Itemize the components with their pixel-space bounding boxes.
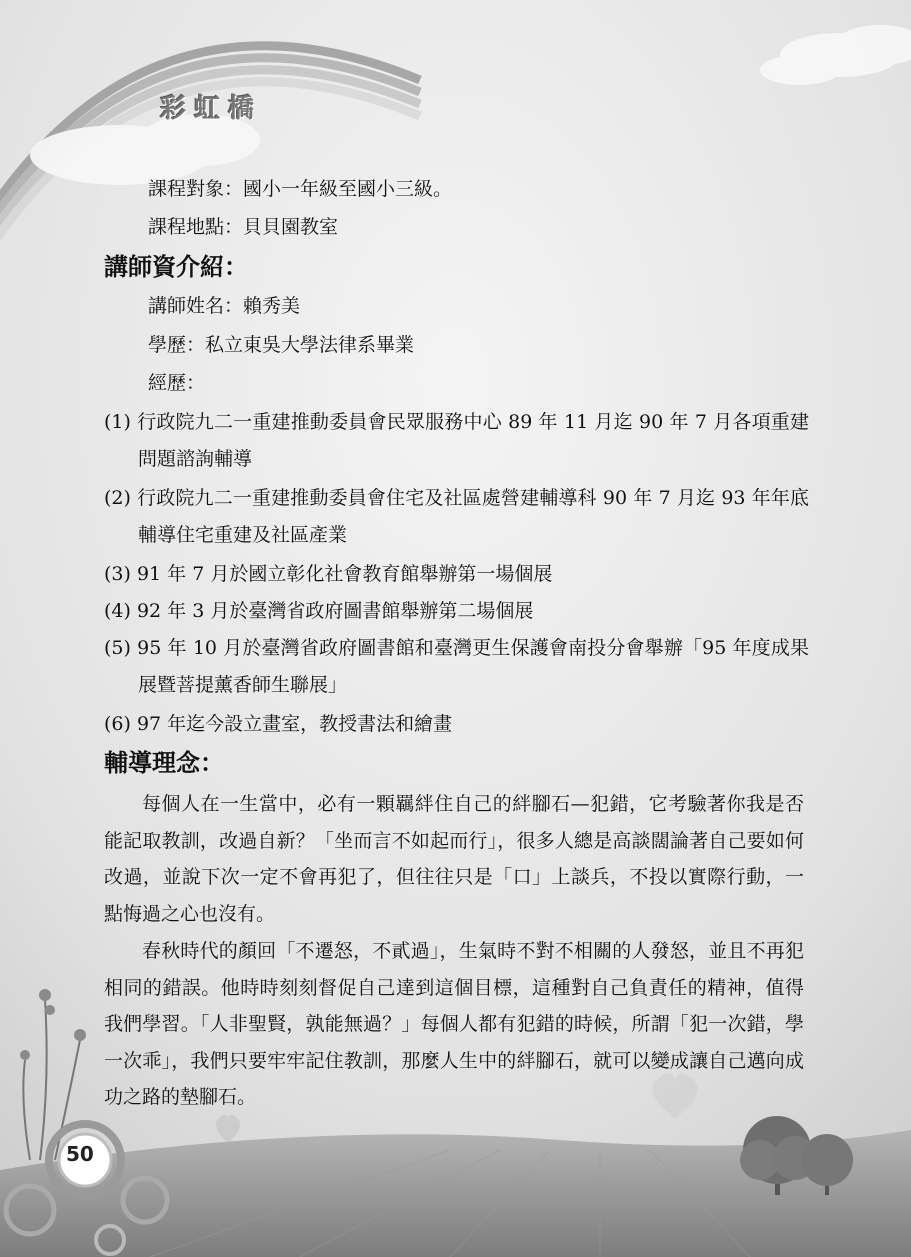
philosophy-heading: 輔導理念： [104,749,224,777]
experience-item: (6) 97 年迄今設立畫室，教授書法和繪畫 [104,713,453,735]
experience-item: (5) 95 年 10 月於臺灣省政府圖書館和臺灣更生保護會南投分會舉辦「95 年度成果展暨菩提薰香師生聯展」 [104,637,809,696]
header-title: 彩虹橋 [160,94,263,124]
philosophy-paragraph: 春秋時代的顏回「不遷怒，不貳過」，生氣時不對不相關的人發怒，並且不再犯相同的錯誤。他時時刻刻督促自己達到這個目標，這種對自己負責任的精神，值得我們學習。「人非聖賢，孰能無過？」每個人都有犯錯的時候，所謂「犯一次錯，學一次乖」，我們只要牢牢記住教訓，那麼人生中的絆腳石，就可以變成讓自己邁向成功之路的墊腳石。 [104,940,804,1108]
course-target: 課程對象：國小一年級至國小三級。 [148,178,453,200]
experience-item: (3) 91 年 7 月於國立彰化社會教育館舉辦第一場個展 [104,563,553,585]
experience-item: (2) 行政院九二一重建推動委員會住宅及社區處營建輔導科 90 年 7 月迄 93 年年底輔導住宅重建及社區產業 [104,487,809,546]
philosophy-paragraph: 每個人在一生當中，必有一顆羈絆住自己的絆腳石—犯錯，它考驗著你我是否能記取教訓，改過自新？「坐而言不如起而行」，很多人總是高談闊論著自己要如何改過，並說下次一定不會再犯了，但往往只是「口」上談兵，不投以實際行動，一點悔過之心也沒有。 [104,793,804,925]
experience-label: 經歷： [148,372,206,394]
teacher-name: 講師姓名：賴秀美 [148,295,301,317]
teacher-education: 學歷：私立東吳大學法律系畢業 [148,334,415,356]
course-location: 課程地點：貝貝園教室 [148,216,339,238]
experience-item: (1) 行政院九二一重建推動委員會民眾服務中心 89 年 11 月迄 90 年 7 月各項重建問題諮詢輔導 [104,411,809,470]
experience-item: (4) 92 年 3 月於臺灣省政府圖書館舉辦第二場個展 [104,600,534,622]
page-number: 50 [66,1142,94,1166]
teacher-heading: 講師資介紹： [104,253,248,281]
